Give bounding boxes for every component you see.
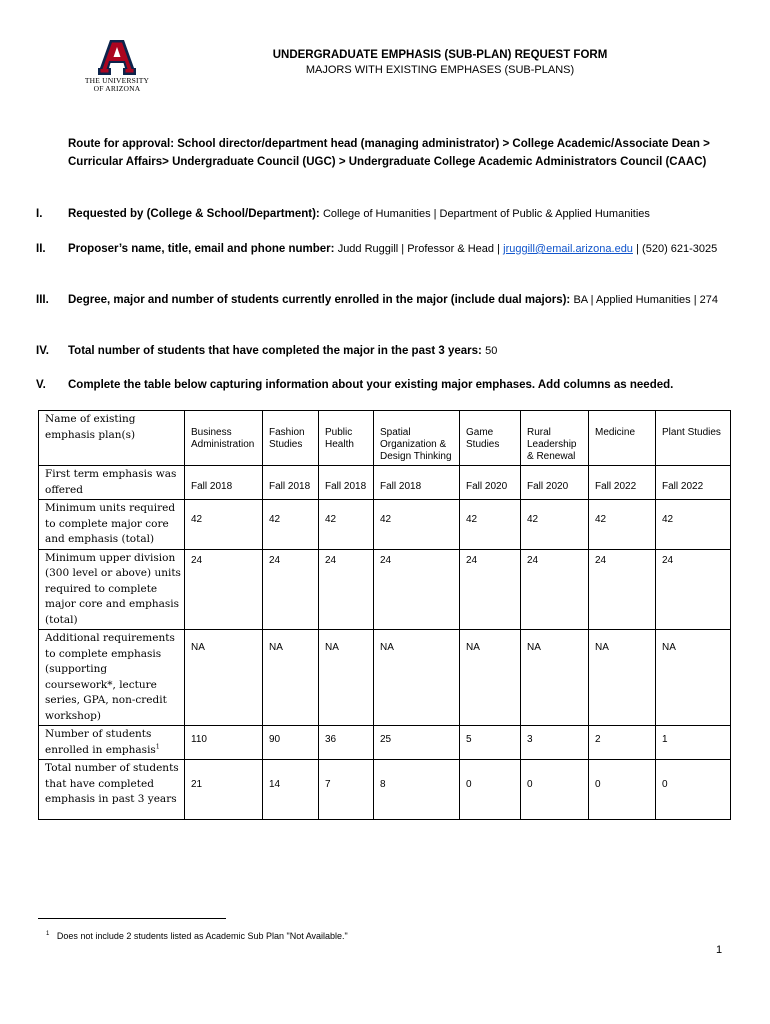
table-cell: 42	[263, 500, 319, 550]
table-cell: 5	[460, 726, 521, 760]
table-cell: 25	[374, 726, 460, 760]
table-cell: Fall 2018	[374, 466, 460, 500]
row-header	[39, 500, 185, 550]
row-header-label: Minimum units required to complete major core and emphasis (total)	[45, 502, 176, 545]
form-header	[150, 48, 730, 78]
section-2-label: Proposer’s name, title, email and phone number:	[68, 243, 335, 255]
table-cell: NA	[263, 630, 319, 726]
emphasis-table-body	[39, 411, 731, 820]
row-header	[39, 760, 185, 820]
section-5	[36, 377, 730, 394]
row-header	[39, 726, 185, 760]
section-4-label: Total number of students that have completed the major in the past 3 years:	[68, 345, 482, 357]
section-3-number: III.	[36, 294, 49, 306]
section-3-answer: BA | Applied Humanities | 274	[573, 294, 718, 306]
completed-row	[39, 760, 731, 820]
upper-division-row	[39, 549, 731, 630]
table-cell: 3	[521, 726, 589, 760]
university-logo	[84, 38, 150, 98]
table-cell: 0	[589, 760, 656, 820]
table-cell: 42	[185, 500, 263, 550]
table-cell: Fall 2018	[319, 466, 374, 500]
section-1-label: Requested by (College & School/Department):	[68, 208, 320, 220]
section-4-answer: 50	[485, 345, 498, 357]
table-cell: Fall 2022	[589, 466, 656, 500]
table-cell: NA	[185, 630, 263, 726]
section-1-answer: College of Humanities | Department of Public & Applied Humanities	[322, 208, 650, 220]
min-units-row	[39, 500, 731, 550]
emphasis-table	[38, 410, 731, 820]
row-header-label: Number of students enrolled in emphasis	[45, 728, 156, 756]
section-1-number: I.	[36, 208, 43, 220]
table-cell: 24	[263, 549, 319, 630]
table-cell: Business Administration	[185, 411, 263, 466]
emphasis-name-row	[39, 411, 731, 466]
table-cell: 36	[319, 726, 374, 760]
table-cell: 42	[656, 500, 731, 550]
first-term-row	[39, 466, 731, 500]
table-cell: 24	[319, 549, 374, 630]
table-cell: 7	[319, 760, 374, 820]
table-cell: NA	[319, 630, 374, 726]
section-1	[36, 206, 730, 223]
row-header	[39, 466, 185, 500]
section-2-number: II.	[36, 243, 46, 255]
row-header-label: Additional requirements to complete emphasis (supporting coursework*, lecture series, GPA, non-credit workshop)	[45, 632, 175, 722]
section-2	[36, 241, 730, 258]
table-cell: Fall 2018	[185, 466, 263, 500]
section-4-number: IV.	[36, 345, 50, 357]
additional-requirements-row	[39, 630, 731, 726]
table-cell: 14	[263, 760, 319, 820]
enrolled-row	[39, 726, 731, 760]
footnote-reference: 1	[155, 743, 160, 750]
table-cell: NA	[589, 630, 656, 726]
row-header-label: Name of existing emphasis plan(s)	[45, 413, 136, 441]
table-cell: Game Studies	[460, 411, 521, 466]
table-cell: NA	[374, 630, 460, 726]
table-cell: 42	[374, 500, 460, 550]
row-header-label: Total number of students that have completed emphasis in past 3 years	[45, 762, 179, 805]
section-5-number: V.	[36, 379, 46, 391]
form-subtitle: MAJORS WITH EXISTING EMPHASES (SUB-PLANS)	[305, 64, 575, 76]
logo-line-1: THE UNIVERSITY	[84, 76, 150, 85]
section-2-answer-pre: Judd Ruggill | Professor & Head |	[337, 243, 500, 255]
proposer-email-link[interactable]: jruggill@email.arizona.edu	[503, 243, 633, 255]
table-cell: Rural Leadership & Renewal	[521, 411, 589, 466]
row-header-label: Minimum upper division (300 level or above) units required to complete major core and emphasis (total)	[45, 551, 181, 626]
table-cell: 42	[460, 500, 521, 550]
table-cell: 21	[185, 760, 263, 820]
table-cell: 2	[589, 726, 656, 760]
table-cell: 24	[460, 549, 521, 630]
section-3	[36, 292, 730, 309]
table-cell: 24	[185, 549, 263, 630]
footnote-text: Does not include 2 students listed as Academic Sub Plan "Not Available."	[56, 931, 348, 941]
table-cell: 0	[460, 760, 521, 820]
table-cell: 24	[521, 549, 589, 630]
table-cell: 42	[319, 500, 374, 550]
table-cell: 24	[374, 549, 460, 630]
approval-route: Route for approval: School director/department head (managing administrator) > College Academic/Associate Dean > Curricular Affairs> Undergraduate Council (UGC) > Undergraduate College Academic Administrators Council (CAAC)	[68, 138, 710, 168]
table-cell: Fall 2020	[521, 466, 589, 500]
table-cell: 110	[185, 726, 263, 760]
row-header	[39, 411, 185, 466]
table-cell: Medicine	[589, 411, 656, 466]
table-cell: 42	[589, 500, 656, 550]
table-cell: 42	[521, 500, 589, 550]
row-header	[39, 549, 185, 630]
footnote-mark: 1	[46, 931, 50, 937]
table-cell: 1	[656, 726, 731, 760]
table-cell: Plant Studies	[656, 411, 731, 466]
table-cell: Fall 2018	[263, 466, 319, 500]
section-3-label: Degree, major and number of students currently enrolled in the major (include dual majors):	[68, 294, 571, 306]
form-title: UNDERGRADUATE EMPHASIS (SUB-PLAN) REQUEST FORM	[272, 49, 608, 61]
section-5-label: Complete the table below capturing information about your existing major emphases. Add columns as needed.	[68, 379, 674, 391]
table-cell: Fall 2020	[460, 466, 521, 500]
table-cell: NA	[460, 630, 521, 726]
table-cell: 0	[656, 760, 731, 820]
table-cell: 90	[263, 726, 319, 760]
table-cell: NA	[521, 630, 589, 726]
row-header-label: First term emphasis was offered	[45, 468, 177, 496]
row-header	[39, 630, 185, 726]
table-cell: NA	[656, 630, 731, 726]
table-cell: Fashion Studies	[263, 411, 319, 466]
table-cell: 8	[374, 760, 460, 820]
table-cell: Fall 2022	[656, 466, 731, 500]
table-cell: 24	[656, 549, 731, 630]
footnote-divider	[38, 918, 226, 919]
section-4	[36, 343, 730, 360]
table-cell: 24	[589, 549, 656, 630]
section-2-answer-post: | (520) 621-3025	[636, 243, 718, 255]
table-cell: Spatial Organization & Design Thinking	[374, 411, 460, 466]
logo-line-2: OF ARIZONA	[93, 84, 141, 93]
footnote	[46, 930, 348, 942]
table-cell: Public Health	[319, 411, 374, 466]
page-number: 1	[716, 944, 723, 956]
table-cell: 0	[521, 760, 589, 820]
block-a-logo-icon	[98, 38, 136, 76]
